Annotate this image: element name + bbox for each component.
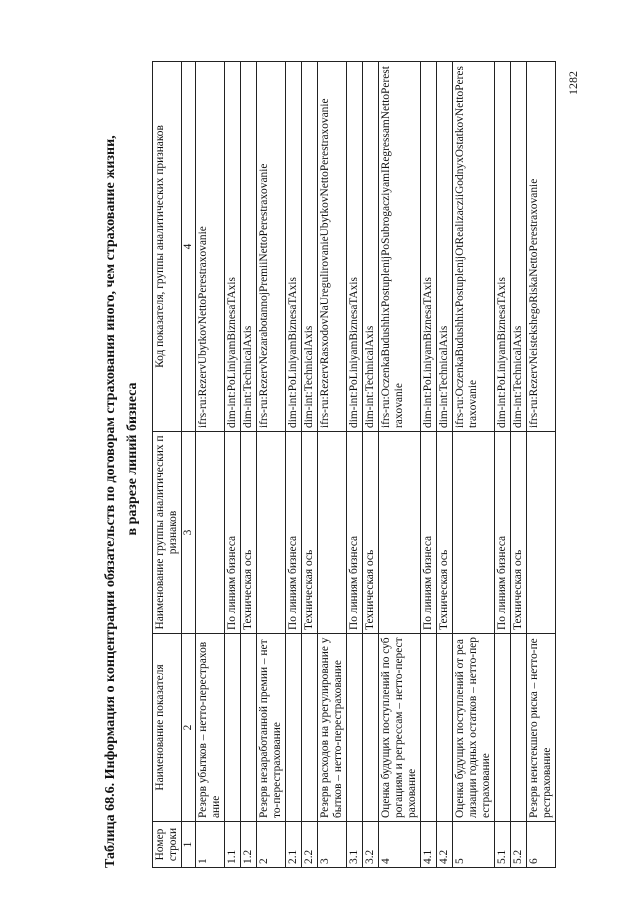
indicator-name-cell	[302, 634, 318, 822]
table-row	[225, 62, 241, 868]
indicator-name-cell: Резерв убытков – нетто-перестрахование	[196, 634, 225, 822]
header-indicator-name: Наименование показателя	[153, 634, 182, 822]
code-cell: dim-int:PoLiniyamBiznesaTAxis	[347, 62, 363, 432]
indicator-name-cell	[495, 634, 511, 822]
indicator-name-cell	[511, 634, 527, 822]
group-name-cell	[318, 432, 347, 634]
table-row	[302, 62, 318, 868]
group-name-cell	[196, 432, 225, 634]
row-number-cell: 4	[379, 822, 421, 868]
table-row	[257, 62, 286, 868]
table-row	[347, 62, 363, 868]
table-row	[196, 62, 225, 868]
group-name-cell	[527, 432, 556, 634]
column-number-row	[182, 62, 196, 868]
indicator-name-cell: Резерв неистекшего риска – нетто-перестрахование	[527, 634, 556, 822]
code-cell: ifrs-ru:RezervNeistekshegoRiskaNettoPerestraxovanie	[527, 62, 556, 432]
table-title	[100, 50, 144, 868]
row-number-cell: 5	[453, 822, 495, 868]
indicator-name-cell: Резерв незаработанной премии – нетто-перестрахование	[257, 634, 286, 822]
table-title-line1: Таблица 68.6. Информация о концентрации обязательств по договорам страхования иного, чем страхование жизни,	[103, 135, 118, 868]
group-name-cell: Техническая ось	[302, 432, 318, 634]
group-name-cell: Техническая ось	[241, 432, 257, 634]
row-number-cell: 5.2	[511, 822, 527, 868]
group-name-cell	[379, 432, 421, 634]
group-name-cell: По линиям бизнеса	[421, 432, 437, 634]
indicator-name-cell	[241, 634, 257, 822]
indicator-name-cell	[347, 634, 363, 822]
indicator-name-cell	[286, 634, 302, 822]
table-row	[453, 62, 495, 868]
code-cell: ifrs-ru:RezervUbytkovNettoPerestraxovanie	[196, 62, 225, 432]
code-cell: dim-int:TechnicalAxis	[302, 62, 318, 432]
group-name-cell: По линиям бизнеса	[347, 432, 363, 634]
code-cell: dim-int:TechnicalAxis	[363, 62, 379, 432]
row-number-cell: 6	[527, 822, 556, 868]
row-number-cell: 3	[318, 822, 347, 868]
header-group-name: Наименование группы аналитических признаков	[153, 432, 182, 634]
table-row	[495, 62, 511, 868]
code-cell: dim-int:PoLiniyamBiznesaTAxis	[286, 62, 302, 432]
table-row	[318, 62, 347, 868]
indicator-name-cell: Резерв расходов на урегулирование убытков – нетто-перестрахование	[318, 634, 347, 822]
group-name-cell: По линиям бизнеса	[225, 432, 241, 634]
table-row	[527, 62, 556, 868]
row-number-cell: 4.2	[437, 822, 453, 868]
code-cell: dim-int:TechnicalAxis	[437, 62, 453, 432]
row-number-cell: 2.2	[302, 822, 318, 868]
column-number: 2	[182, 634, 196, 822]
row-number-cell: 4.1	[421, 822, 437, 868]
table-row	[241, 62, 257, 868]
row-number-cell: 1.2	[241, 822, 257, 868]
table-row	[363, 62, 379, 868]
group-name-cell: По линиям бизнеса	[495, 432, 511, 634]
code-cell: dim-int:PoLiniyamBiznesaTAxis	[421, 62, 437, 432]
indicator-name-cell	[225, 634, 241, 822]
table-row	[437, 62, 453, 868]
row-number-cell: 2.1	[286, 822, 302, 868]
page-number: 1282	[566, 71, 580, 95]
group-name-cell	[453, 432, 495, 634]
group-name-cell: Техническая ось	[511, 432, 527, 634]
header-code: Код показателя, группы аналитических признаков	[153, 62, 182, 432]
table-row	[511, 62, 527, 868]
group-name-cell	[257, 432, 286, 634]
indicator-name-cell	[421, 634, 437, 822]
group-name-cell: Техническая ось	[437, 432, 453, 634]
row-number-cell: 1	[196, 822, 225, 868]
indicator-name-cell: Оценка будущих поступлений по суброгациям и регрессам – нетто-перестрахование	[379, 634, 421, 822]
row-number-cell: 5.1	[495, 822, 511, 868]
code-cell: ifrs-ru:OczenkaBudushhixPostuplenijOtRealizacziiGodnyxOstatkovNettoPerestraxovanie	[453, 62, 495, 432]
row-number-cell: 3.2	[363, 822, 379, 868]
row-number-cell: 1.1	[225, 822, 241, 868]
group-name-cell: По линиям бизнеса	[286, 432, 302, 634]
code-cell: dim-int:PoLiniyamBiznesaTAxis	[225, 62, 241, 432]
table-row	[286, 62, 302, 868]
group-name-cell: Техническая ось	[363, 432, 379, 634]
column-number: 4	[182, 62, 196, 432]
indicator-name-cell	[363, 634, 379, 822]
code-cell: dim-int:PoLiniyamBiznesaTAxis	[495, 62, 511, 432]
code-cell: ifrs-ru:OczenkaBudushhixPostuplenijPoSubrogacziyamIRegressamNettoPerestraxovanie	[379, 62, 421, 432]
rotated-page-content	[100, 50, 555, 868]
column-number: 3	[182, 432, 196, 634]
table-row	[379, 62, 421, 868]
header-row-number: Номер строки	[153, 822, 182, 868]
code-cell: ifrs-ru:RezervRasxodovNaUregulirovanieUbytkovNettoPerestraxovanie	[318, 62, 347, 432]
row-number-cell: 3.1	[347, 822, 363, 868]
indicator-name-cell	[437, 634, 453, 822]
code-cell: ifrs-ru:RezervNezarabotannojPremiiNettoPerestraxovanie	[257, 62, 286, 432]
table-body	[196, 62, 556, 868]
row-number-cell: 2	[257, 822, 286, 868]
indicator-name-cell: Оценка будущих поступлений от реализации годных остатков – нетто-перестрахование	[453, 634, 495, 822]
header-row	[153, 62, 182, 868]
table-title-line2: в разрезе линий бизнеса	[125, 382, 140, 536]
code-cell: dim-int:TechnicalAxis	[511, 62, 527, 432]
table-row	[421, 62, 437, 868]
data-table	[152, 61, 556, 868]
code-cell: dim-int:TechnicalAxis	[241, 62, 257, 432]
column-number: 1	[182, 822, 196, 868]
